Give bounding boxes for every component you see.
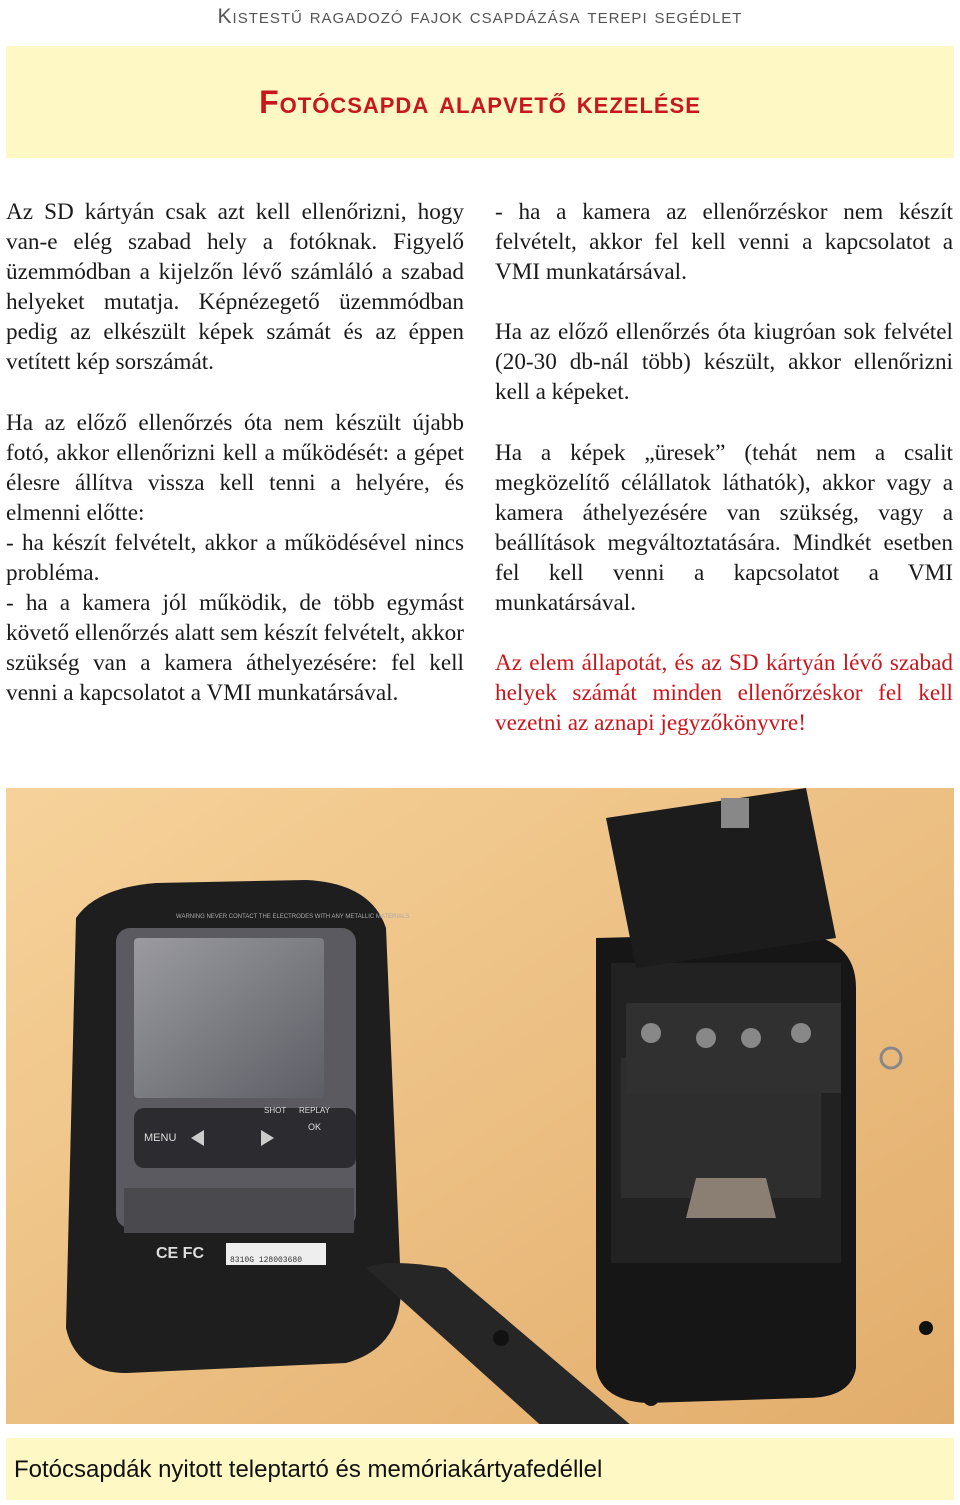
right-column <box>495 197 953 768</box>
shot-button-label: SHOT <box>264 1106 287 1115</box>
ok-button-label: OK <box>308 1122 322 1132</box>
right-paragraph-2: Ha az előző ellenőrzés óta kiugróan sok felvétel (20-30 db-nál több) készült, akkor ellenőrizni kell a képeket. <box>495 319 953 406</box>
warning-label: WARNING NEVER CONTACT THE ELECTRODES WITH ANY METALLIC MATERIALS <box>176 914 410 920</box>
left-column <box>6 197 464 709</box>
photo-caption: Fotócsapdák nyitott teleptartó és memóriakártyafedéllel <box>14 1456 603 1483</box>
section-title: Fotócsapda alapvető kezelése <box>259 84 701 120</box>
menu-button-label: MENU <box>144 1132 177 1144</box>
left-paragraph-4: - ha a kamera jól működik, de több egymást követő ellenőrzés alatt sem készít felvételt, akkor szükség van a kamera áthelyezésére: fel kell venni a kapcsolatot a VMI munkatársával. <box>6 590 464 707</box>
title-band <box>6 46 954 158</box>
right-paragraph-1: - ha a kamera az ellenőrzéskor nem készít felvételt, akkor fel kell venni a kapcsolatot a VMI munkatársával. <box>495 199 953 286</box>
camera-trap-photo <box>6 788 954 1424</box>
running-header: Kistestű ragadozó fajok csapdázása terepi segédlet <box>217 5 743 28</box>
replay-button-label: REPLAY <box>299 1106 330 1115</box>
left-paragraph-1: Az SD kártyán csak azt kell ellenőrizni, hogy van-e elég szabad hely a fotóknak. Figyelő üzemmódban a kijelzőn lévő számláló a szabad helyeket mutatja. Képnézegető üzemmódban pedig az elkészült képek számát és az éppen vetített kép sorszámát. <box>6 199 464 376</box>
cert-marks: CE FC <box>156 1245 204 1262</box>
left-paragraph-3: - ha készít felvételt, akkor a működésével nincs probléma. <box>6 529 464 587</box>
barcode-number: 8310G 128003680 <box>230 1256 303 1265</box>
right-paragraph-3: Ha a képek „üresek” (tehát nem a csalit megközelítő célállatok láthatók), akkor vagy a kamera áthelyezésére van szükség, vagy a beállítások megváltoztatására. Mindkét esetben fel kell venni a kapcsolatot a VMI munkatársával. <box>495 439 953 617</box>
left-paragraph-2: Ha az előző ellenőrzés óta nem készült újabb fotó, akkor ellenőrizni kell a működését: a gépet élesre állítva vissza kell tenni a helyére, és elmenni előtte: <box>6 409 464 526</box>
lcd-screen <box>134 938 324 1098</box>
right-paragraph-warning: Az elem állapotát, és az SD kártyán lévő szabad helyek számát minden ellenőrzéskor fel kell vezetni az aznapi jegyzőkönyvre! <box>495 650 953 737</box>
caption-bar <box>6 1438 954 1500</box>
